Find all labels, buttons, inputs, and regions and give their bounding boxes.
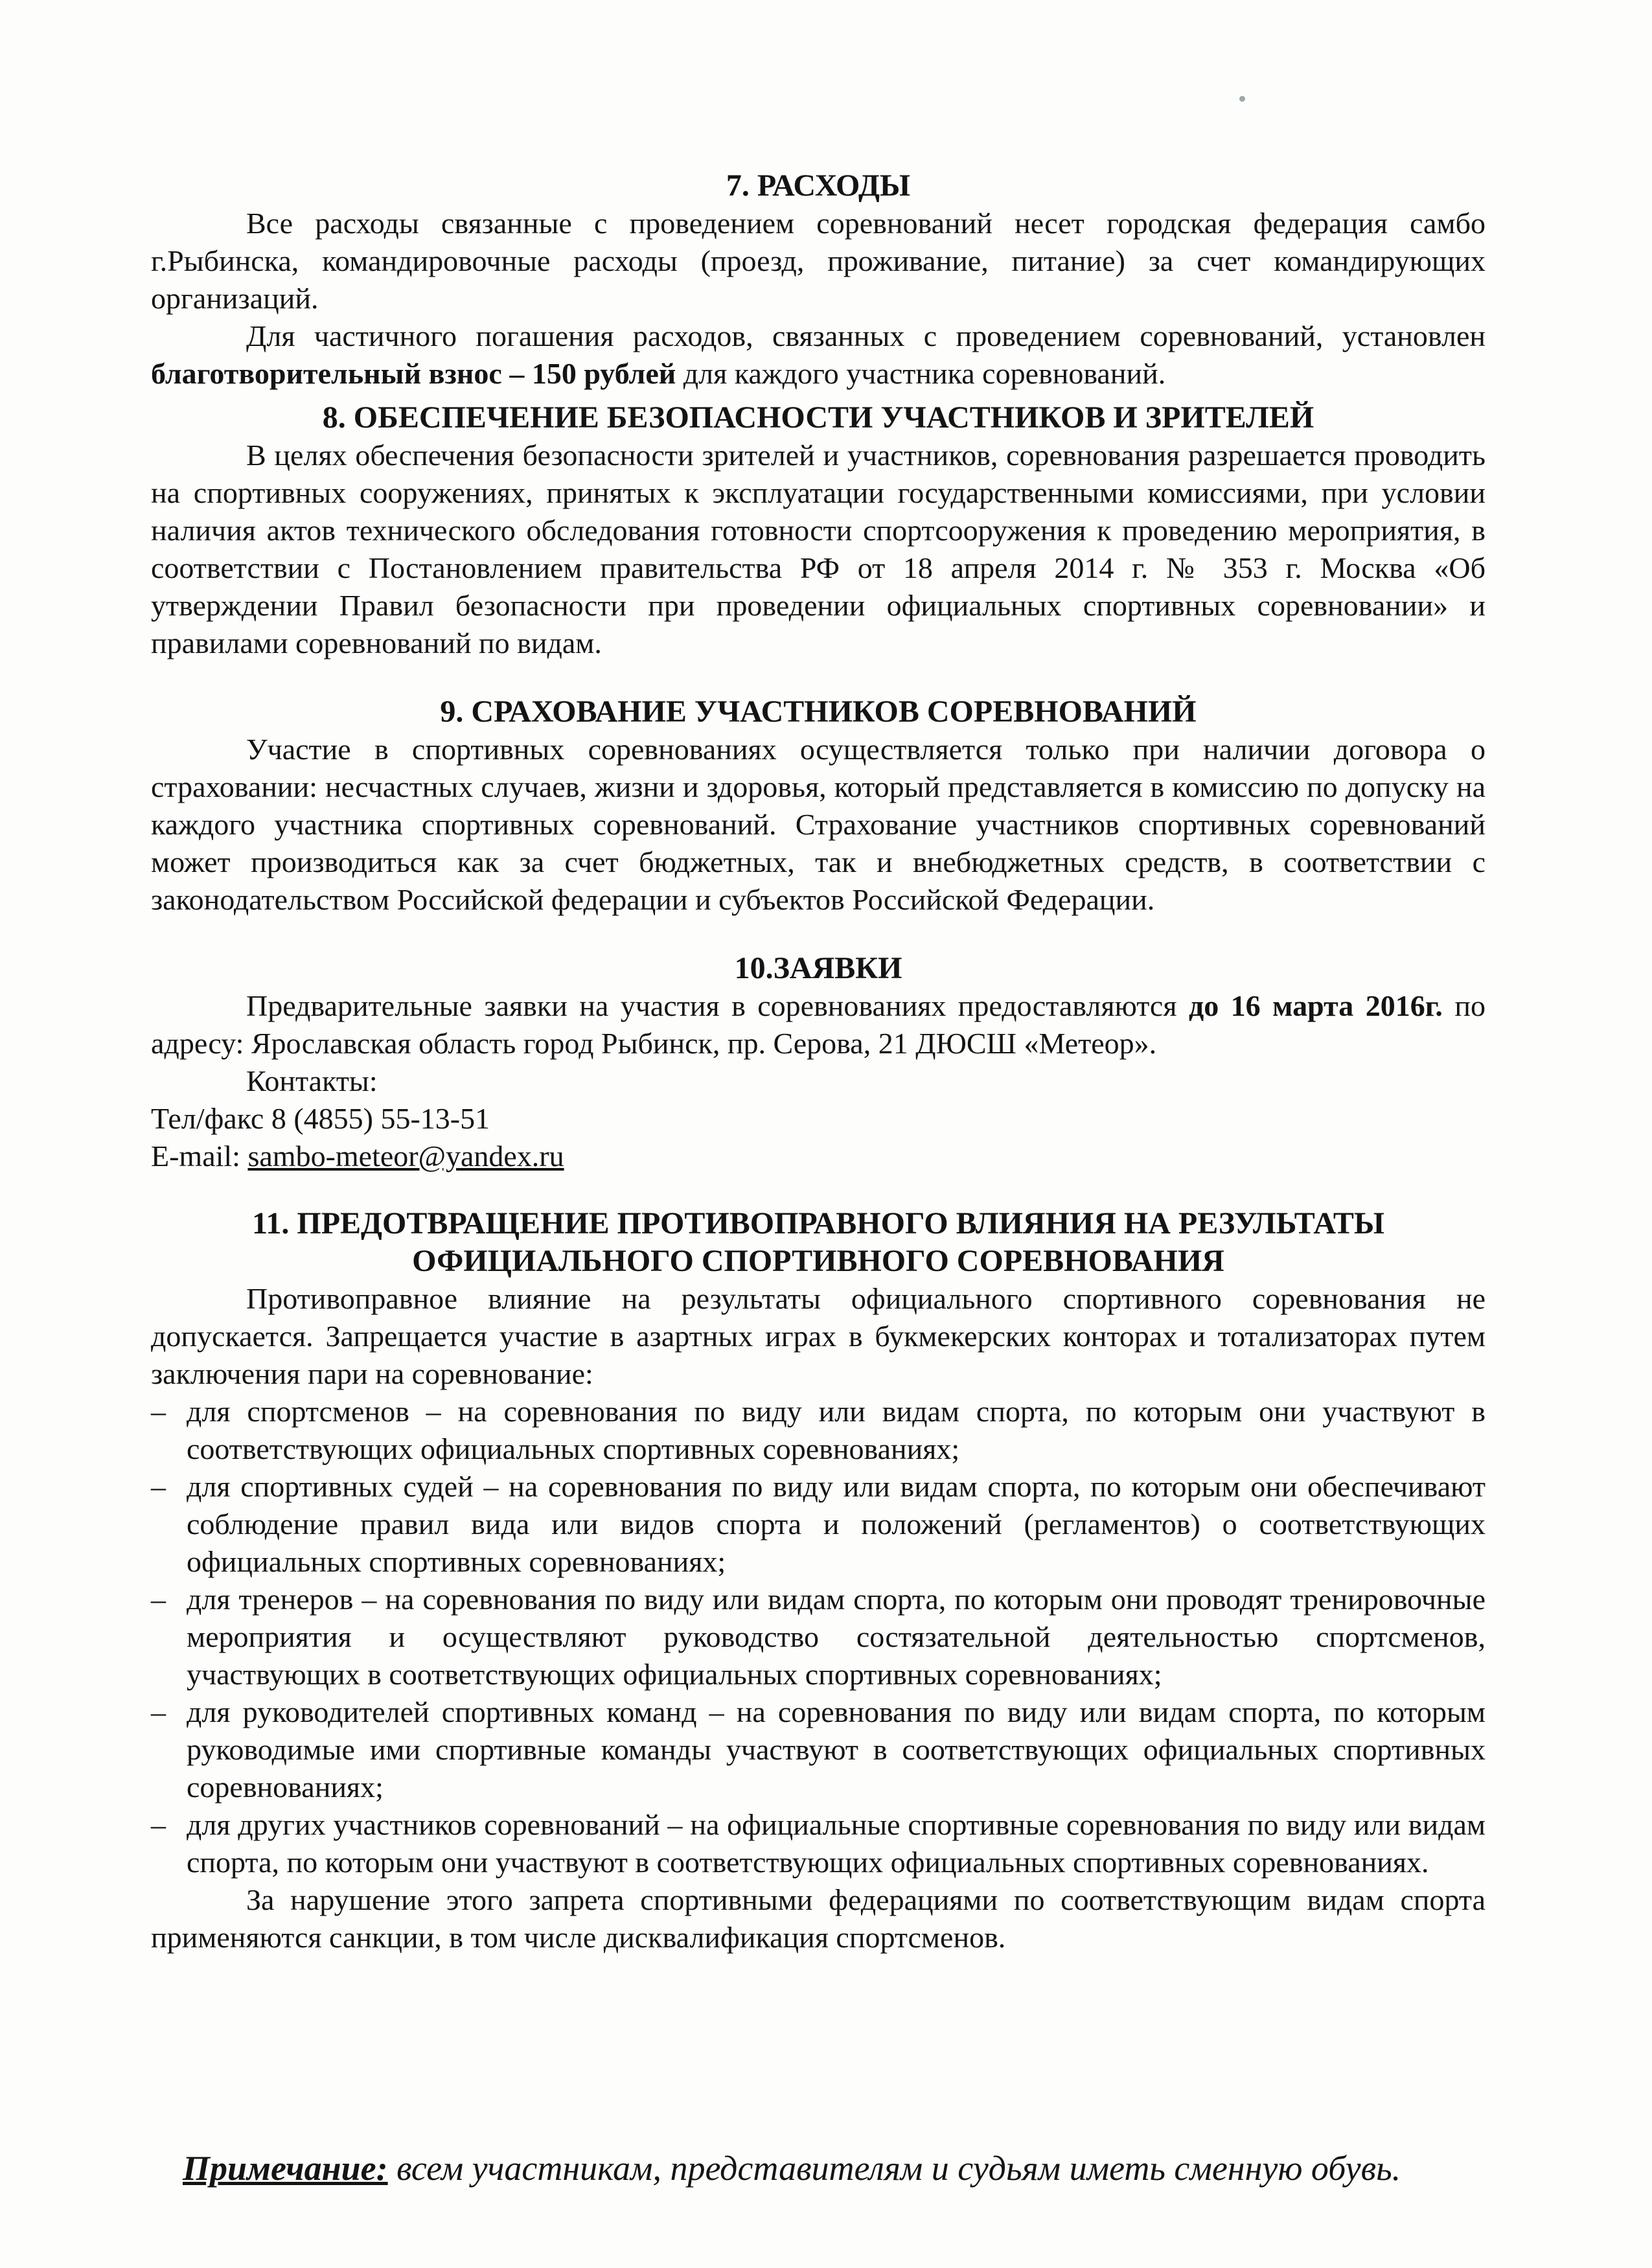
- section-11-paragraph-2: За нарушение этого запрета спортивными федерациями по соответствующим видам спорта применяются санкции, в том числе дисквалификация спортсменов.: [151, 1883, 1486, 1954]
- email-line: [151, 1138, 1486, 1175]
- dash-bullet: –: [151, 1695, 166, 1728]
- section-8-heading: 8. ОБЕСПЕЧЕНИЕ БЕЗОПАСНОСТИ УЧАСТНИКОВ И ЗРИТЕЛЕЙ: [322, 400, 1314, 435]
- dash-bullet: –: [151, 1470, 166, 1503]
- dash-bullet: –: [151, 1808, 166, 1841]
- prohibition-list: [151, 1393, 1486, 1881]
- deadline-date: до 16 марта 2016г.: [1188, 989, 1443, 1022]
- list-item-text: для руководителей спортивных команд – на соревнования по виду или видам спорта, по которым руководимые ими спортивные команды участвуют в соответствующих официальных спортивных соревнованиях;: [187, 1695, 1486, 1804]
- contacts-label: Контакты:: [246, 1064, 378, 1097]
- list-item: [151, 1581, 1486, 1693]
- list-item-text: для спортсменов – на соревнования по виду или видам спорта, по которым они участвуют в соответствующих официальных спортивных соревнованиях;: [187, 1395, 1486, 1465]
- email-link[interactable]: sambo-meteor@yandex.ru: [247, 1140, 564, 1173]
- section-9-heading: 9. СРАХОВАНИЕ УЧАСТНИКОВ СОРЕВНОВАНИЙ: [440, 694, 1197, 729]
- section-10-p1-end: по адресу: Ярославская область город Рыбинск, пр. Серова, 21 ДЮСШ «Метеор».: [151, 989, 1486, 1060]
- note-label: Примечание:: [183, 2149, 388, 2188]
- dash-bullet: –: [151, 1395, 166, 1428]
- section-11-heading-line-1: 11. ПРЕДОТВРАЩЕНИЕ ПРОТИВОПРАВНОГО ВЛИЯНИЯ НА РЕЗУЛЬТАТЫ: [252, 1206, 1384, 1241]
- note-text: всем участникам, представителям и судьям иметь сменную обувь.: [387, 2149, 1401, 2188]
- section-7-heading: 7. РАСХОДЫ: [726, 168, 911, 203]
- section-10-heading: 10.ЗАЯВКИ: [734, 951, 902, 985]
- section-7-p2-end: для каждого участника соревнований.: [676, 357, 1166, 390]
- list-item: [151, 1693, 1486, 1806]
- charity-fee: благотворительный взнос – 150 рублей: [151, 357, 676, 390]
- section-10-paragraph-1: [151, 987, 1486, 1062]
- section-11-paragraph-1: Противоправное влияние на результаты официального спортивного соревнования не допускается. Запрещается участие в азартных играх в букмекерских конторах и тотализаторах путем заключения пари на соревнование:: [151, 1282, 1486, 1390]
- footer-note: [183, 2148, 1401, 2188]
- list-item-text: для других участников соревнований – на официальные спортивные соревнования по виду или видам спорта, по которым они участвуют в соответствующих официальных спортивных соревнованиях.: [187, 1808, 1486, 1879]
- list-item: [151, 1468, 1486, 1581]
- list-item: [151, 1393, 1486, 1468]
- section-11-heading-line-2: ОФИЦИАЛЬНОГО СПОРТИВНОГО СОРЕВНОВАНИЯ: [412, 1244, 1224, 1278]
- scan-speck: [1239, 96, 1245, 102]
- list-item-text: для спортивных судей – на соревнования по виду или видам спорта, по которым они обеспечивают соблюдение правил вида или видов спорта и положений (регламентов) о соответствующих официальных спортивных соревнованиях;: [187, 1470, 1486, 1578]
- list-item-text: для тренеров – на соревнования по виду или видам спорта, по которым они проводят тренировочные мероприятия и осуществляют руководство состязательной деятельностью спортсменов, участвующих в соответствующих официальных спортивных соревнованиях;: [187, 1583, 1486, 1691]
- phone-fax: Тел/факс 8 (4855) 55-13-51: [151, 1102, 490, 1135]
- email-label: E-mail:: [151, 1140, 248, 1173]
- section-10-p1-start: Предварительные заявки на участия в соревнованиях предоставляются: [246, 989, 1189, 1022]
- section-9-paragraph-1: Участие в спортивных соревнованиях осуществляется только при наличии договора о страховании: несчастных случаев, жизни и здоровья, который представляется в комиссию по допуску на каждого участника спортивных соревнований. Страхование участников спортивных соревнований может производиться как за счет бюджетных, так и внебюджетных средств, в соответствии с законодательством Российской федерации и субъектов Российской Федерации.: [151, 733, 1486, 916]
- document-body: [151, 167, 1486, 1956]
- section-7-paragraph-1: Все расходы связанные с проведением соревнований несет городская федерация самбо г.Рыбинска, командировочные расходы (проезд, проживание, питание) за счет командирующих организаций.: [151, 207, 1486, 315]
- dash-bullet: –: [151, 1583, 166, 1616]
- list-item: [151, 1806, 1486, 1881]
- section-7-p2-start: Для частичного погашения расходов, связанных с проведением соревнований, установлен: [246, 319, 1486, 352]
- section-8-paragraph-1: В целях обеспечения безопасности зрителей и участников, соревнования разрешается проводить на спортивных сооружениях, принятых к эксплуатации государственными комиссиями, при условии наличия актов технического обследования готовности спортсооружения к проведению мероприятия, в соответствии с Постановлением правительства РФ от 18 апреля 2014 г. № 353 г. Москва «Об утверждении Правил безопасности при проведении официальных спортивных соревновании» и правилами соревнований по видам.: [151, 439, 1486, 659]
- section-7-paragraph-2: [151, 317, 1486, 393]
